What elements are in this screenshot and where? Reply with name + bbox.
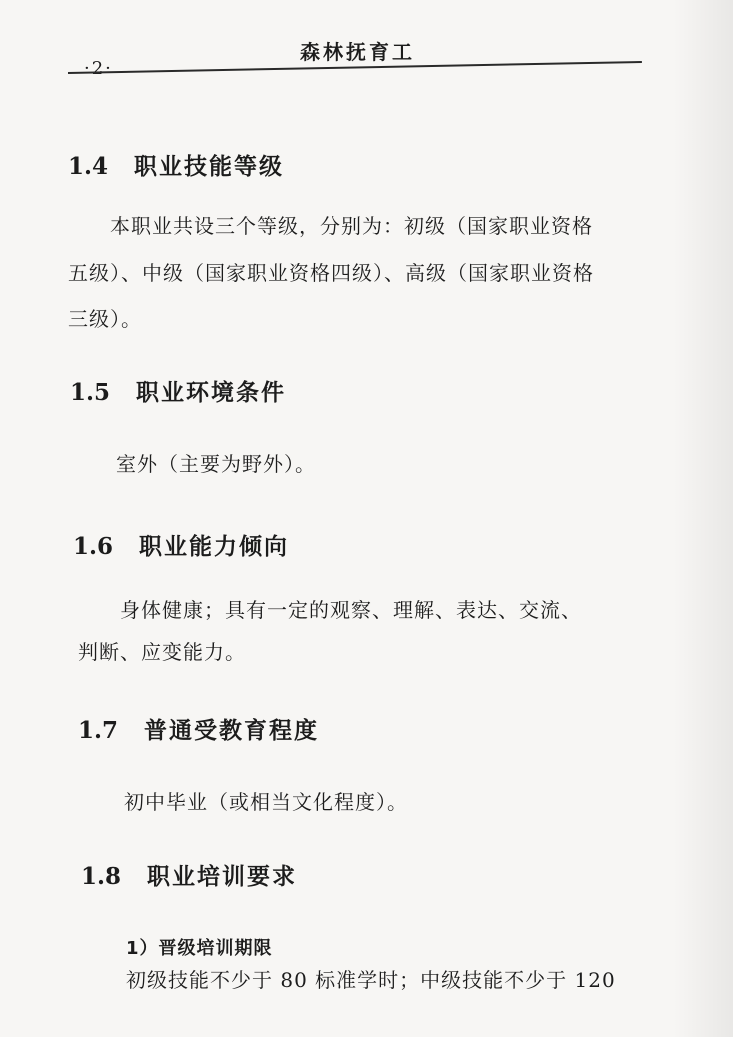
page-number: ·2·: [84, 58, 113, 79]
running-title: 森林抚育工: [300, 40, 415, 64]
page-edge-shadow: [673, 0, 733, 1037]
section-title: 职业技能等级: [134, 154, 284, 180]
section-heading-1-4: [68, 148, 284, 181]
section-number: 1.5: [70, 379, 111, 406]
paragraph-line: 本职业共设三个等级，分别为：初级（国家职业资格: [110, 214, 593, 238]
section-title: 普通受教育程度: [144, 718, 319, 744]
section-title: 职业环境条件: [136, 380, 286, 406]
paragraph-line: 初中毕业（或相当文化程度）。: [124, 790, 408, 814]
paragraph-line: 判断、应变能力。: [78, 640, 246, 664]
section-number: 1.8: [81, 863, 122, 890]
section-number: 1.4: [68, 153, 109, 180]
subsection-heading: 1）晋级培训期限: [126, 938, 273, 959]
section-heading-1-8: [81, 858, 297, 891]
section-title: 职业培训要求: [147, 864, 297, 890]
paragraph-line: 身体健康；具有一定的观察、理解、表达、交流、: [120, 598, 582, 622]
section-title: 职业能力倾向: [139, 534, 289, 560]
section-heading-1-5: [70, 374, 286, 407]
paragraph-line: 初级技能不少于 80 标准学时；中级技能不少于 120: [126, 968, 616, 992]
section-number: 1.6: [73, 533, 114, 560]
section-heading-1-6: [73, 528, 289, 561]
section-number: 1.7: [78, 717, 119, 744]
section-heading-1-7: [78, 712, 319, 745]
paragraph-line: 五级）、中级（国家职业资格四级）、高级（国家职业资格: [68, 261, 594, 285]
paragraph-line: 三级）。: [68, 307, 142, 331]
page-header: [0, 0, 733, 100]
paragraph-line: 室外（主要为野外）。: [116, 452, 316, 476]
